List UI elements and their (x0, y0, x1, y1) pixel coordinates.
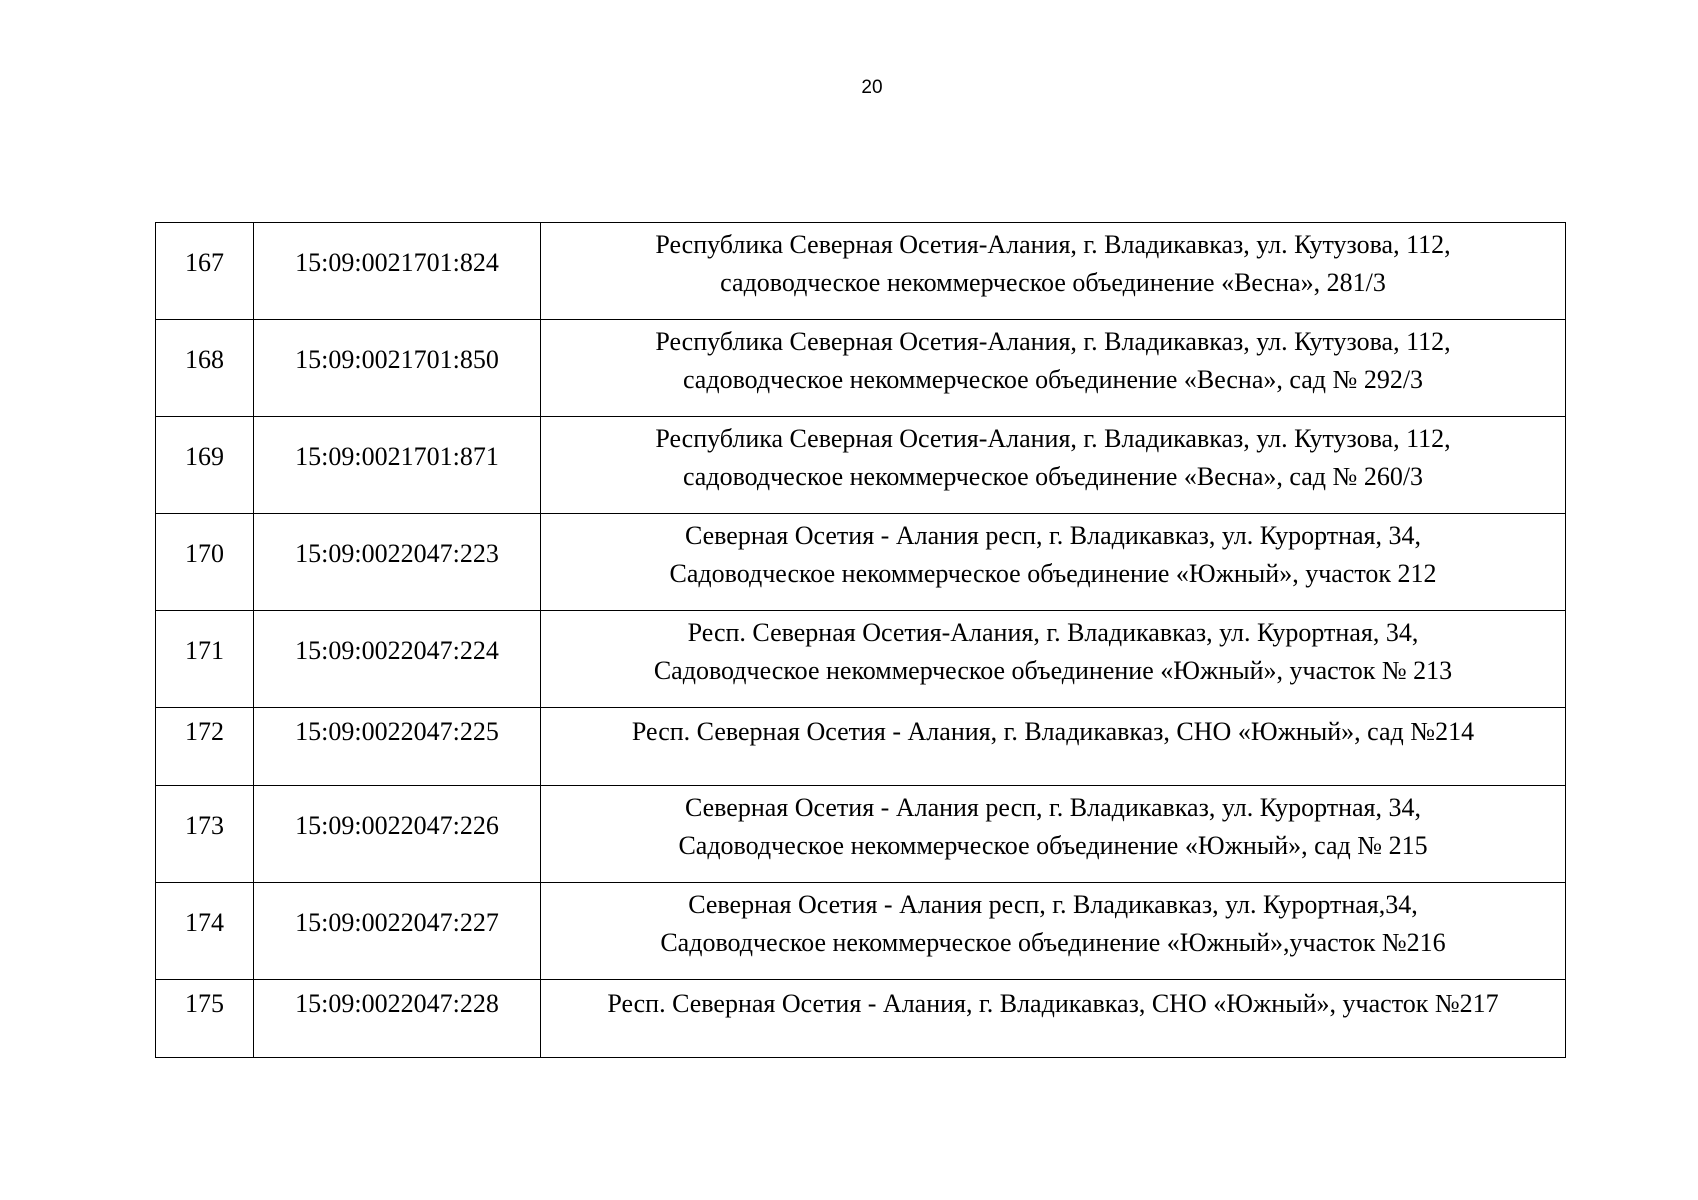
table-row (156, 417, 1566, 514)
address-line: Садоводческое некоммерческое объединение «Южный»,участок №216 (660, 927, 1446, 957)
address-line: Северная Осетия - Алания респ, г. Владикавказ, ул. Курортная, 34, (684, 521, 1422, 550)
row-number: 175 (156, 980, 254, 1058)
cadastral-number: 15:09:0022047:227 (254, 883, 541, 980)
cadastral-number: 15:09:0022047:228 (254, 980, 541, 1058)
address-cell (541, 417, 1566, 514)
cadastral-number: 15:09:0021701:824 (254, 223, 541, 320)
address-line: садоводческое некоммерческое объединение «Весна», сад № 292/3 (682, 364, 1424, 394)
address-line: Северная Осетия - Алания респ, г. Владикавказ, ул. Курортная,34, (688, 890, 1418, 919)
address-line: Респ. Северная Осетия - Алания, г. Владикавказ, СНО «Южный», участок №217 (607, 989, 1499, 1018)
table-row (156, 980, 1566, 1058)
table-row (156, 223, 1566, 320)
address-line: Садоводческое некоммерческое объединение «Южный», участок 212 (669, 558, 1437, 588)
cadastral-number: 15:09:0022047:224 (254, 611, 541, 708)
address-cell (541, 320, 1566, 417)
row-number: 172 (156, 708, 254, 786)
cadastral-number: 15:09:0021701:871 (254, 417, 541, 514)
address-cell (541, 883, 1566, 980)
row-number: 167 (156, 223, 254, 320)
address-cell (541, 223, 1566, 320)
row-number: 171 (156, 611, 254, 708)
land-plot-table (155, 222, 1566, 1058)
address-line: Садоводческое некоммерческое объединение «Южный», сад № 215 (678, 830, 1428, 860)
address-line: Республика Северная Осетия-Алания, г. Владикавказ, ул. Кутузова, 112, (655, 230, 1451, 259)
cadastral-number: 15:09:0022047:226 (254, 786, 541, 883)
address-line: Северная Осетия - Алания респ, г. Владикавказ, ул. Курортная, 34, (684, 793, 1422, 822)
address-cell (541, 514, 1566, 611)
address-line: садоводческое некоммерческое объединение «Весна», сад № 260/3 (682, 461, 1424, 491)
table-row (156, 320, 1566, 417)
table-row (156, 611, 1566, 708)
address-line: садоводческое некоммерческое объединение «Весна», 281/3 (720, 267, 1386, 297)
row-number: 174 (156, 883, 254, 980)
address-cell (541, 786, 1566, 883)
cadastral-number: 15:09:0021701:850 (254, 320, 541, 417)
address-cell (541, 611, 1566, 708)
address-cell (541, 708, 1566, 786)
address-line: Республика Северная Осетия-Алания, г. Владикавказ, ул. Кутузова, 112, (655, 327, 1451, 356)
table-row (156, 883, 1566, 980)
row-number: 170 (156, 514, 254, 611)
row-number: 168 (156, 320, 254, 417)
row-number: 173 (156, 786, 254, 883)
cadastral-number: 15:09:0022047:225 (254, 708, 541, 786)
page-number: 20 (861, 77, 883, 98)
table-row (156, 786, 1566, 883)
address-line: Республика Северная Осетия-Алания, г. Владикавказ, ул. Кутузова, 112, (655, 424, 1451, 453)
address-line: Садоводческое некоммерческое объединение «Южный», участок № 213 (653, 655, 1453, 685)
address-cell (541, 980, 1566, 1058)
address-line: Респ. Северная Осетия-Алания, г. Владикавказ, ул. Курортная, 34, (687, 618, 1419, 647)
table-row (156, 514, 1566, 611)
cadastral-number: 15:09:0022047:223 (254, 514, 541, 611)
address-line: Респ. Северная Осетия - Алания, г. Владикавказ, СНО «Южный», сад №214 (631, 717, 1475, 746)
row-number: 169 (156, 417, 254, 514)
table-row (156, 708, 1566, 786)
